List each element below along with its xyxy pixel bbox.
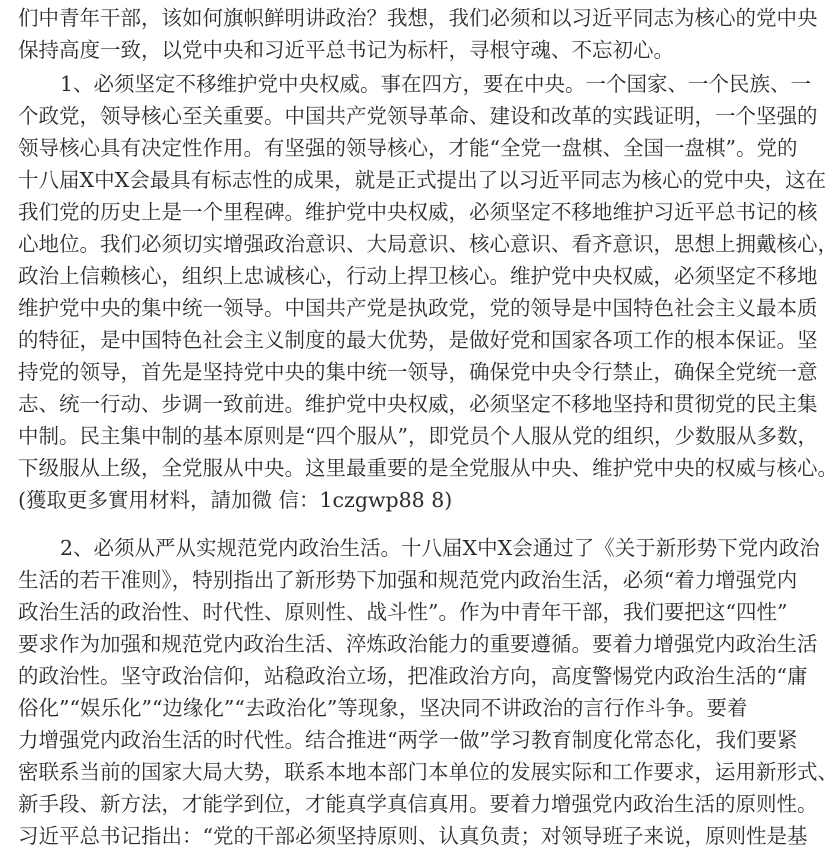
section-1-line: 我们党的历史上是一个里程碑。维护党中央权威，必须坚定不移地维护习近平总书记的核 bbox=[18, 200, 818, 224]
intro-line-2: 保持高度一致，以党中央和习近平总书记为标杆，寻根守魂、不忘初心。 bbox=[18, 38, 674, 62]
section-1-line: 的特征，是中国特色社会主义制度的最大优势，是做好党和国家各项工作的根本保证。坚 bbox=[18, 328, 818, 352]
section-2-line: 要求作为加强和规范党内政治生活、淬炼政治能力的重要遵循。要着力增强党内政治生活 bbox=[18, 632, 818, 656]
section-2-line: 习近平总书记指出：“党的干部必须坚持原则、认真负责；对领导班子来说，原则性是基 bbox=[18, 824, 808, 848]
section-2-line: 新手段、新方法，才能学到位，才能真学真信真用。要着力增强党内政治生活的原则性。 bbox=[18, 792, 818, 816]
contact-note: (獲取更多實用材料，請加微 信：1czgwp88 8) bbox=[18, 488, 453, 512]
section-2-line: 的政治性。坚守政治信仰，站稳政治立场，把准政治方向，高度警惕党内政治生活的“庸 bbox=[18, 664, 808, 688]
section-2-line: 俗化”“娱乐化”“边缘化”“去政治化”等现象，坚决同不讲政治的言行作斗争。要着 bbox=[18, 696, 748, 720]
section-2-line: 生活的若干准则》，特别指出了新形势下加强和规范党内政治生活，必须“着力增强党内 bbox=[18, 568, 798, 592]
section-1-line: 持党的领导，首先是坚持党中央的集中统一领导，确保党中央令行禁止，确保全党统一意 bbox=[18, 360, 818, 384]
section-1-line: 志、统一行动、步调一致前进。维护党中央权威，必须坚定不移地坚持和贯彻党的民主集 bbox=[18, 392, 818, 416]
section-1-heading: 1、必须坚定不移维护党中央权威。事在四方，要在中央。一个国家、一个民族、一 bbox=[60, 72, 812, 96]
section-1-line: 下级服从上级，全党服从中央。这里最重要的是全党服从中央、维护党中央的权威与核心。 bbox=[18, 456, 838, 480]
section-2-line: 政治生活的政治性、时代性、原则性、战斗性”。作为中青年干部，我们要把这“四性” bbox=[18, 600, 788, 624]
section-1-line: 心地位。我们必须切实增强政治意识、大局意识、核心意识、看齐意识，思想上拥戴核心， bbox=[18, 232, 838, 256]
intro-line-1: 们中青年干部，该如何旗帜鲜明讲政治？我想，我们必须和以习近平同志为核心的党中央 bbox=[18, 6, 818, 30]
section-1-line: 政治上信赖核心，组织上忠诚核心，行动上捍卫核心。维护党中央权威，必须坚定不移地 bbox=[18, 264, 818, 288]
section-2-line: 密联系当前的国家大局大势，联系本地本部门本单位的发展实际和工作要求，运用新形式、 bbox=[18, 760, 838, 784]
section-1-line: 个政党，领导核心至关重要。中国共产党领导革命、建设和改革的实践证明，一个坚强的 bbox=[18, 104, 818, 128]
section-1-line: 领导核心具有决定性作用。有坚强的领导核心，才能“全党一盘棋、全国一盘棋”。党的 bbox=[18, 136, 798, 160]
section-2-heading: 2、必须从严从实规范党内政治生活。十八届X中X会通过了《关于新形势下党内政治 bbox=[60, 536, 820, 560]
section-1-line: 中制。民主集中制的基本原则是“四个服从”，即党员个人服从党的组织，少数服从多数， bbox=[18, 424, 818, 448]
section-2-line: 力增强党内政治生活的时代性。结合推进“两学一做”学习教育制度化常态化，我们要紧 bbox=[18, 728, 798, 752]
section-1-line: 维护党中央的集中统一领导。中国共产党是执政党，党的领导是中国特色社会主义最本质 bbox=[18, 296, 818, 320]
section-1-line: 十八届X中X会最具有标志性的成果，就是正式提出了以习近平同志为核心的党中央，这在 bbox=[18, 168, 827, 192]
